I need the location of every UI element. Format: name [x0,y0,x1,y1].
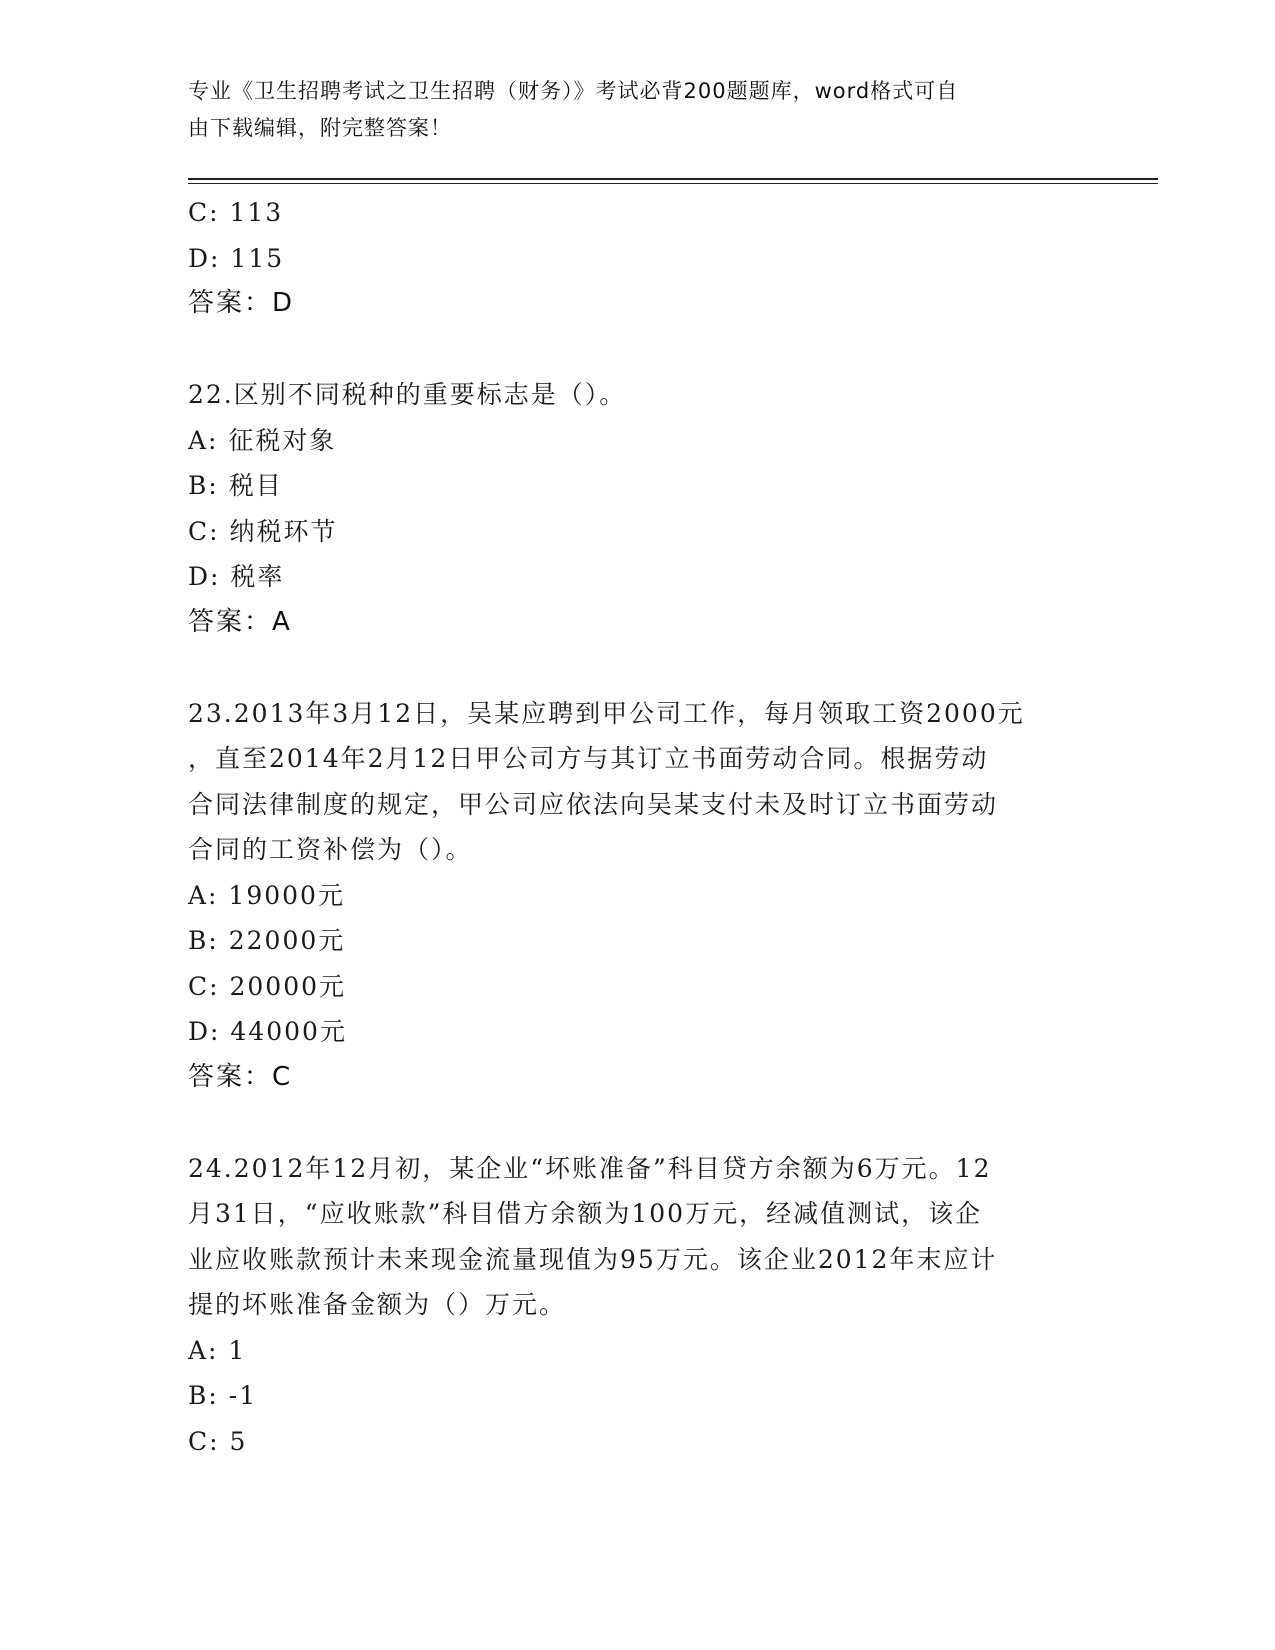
header-title-line-1: 专业《卫生招聘考试之卫生招聘（财务）》考试必背200题题库，word格式可自 [188,79,959,103]
prev-answer: 答案：D [188,288,295,318]
header-title-line-2: 由下载编辑，附完整答案！ [188,116,452,140]
prev-option-c: C: 113 [188,198,284,227]
q22-option-d: D: 税率 [188,562,285,591]
q23-stem-line-1: 23.2013年3月12日，吴某应聘到甲公司工作，每月领取工资2000元 [188,698,1025,728]
q23-stem-line-3: 合同法律制度的规定，甲公司应依法向吴某支付未及时订立书面劳动 [188,789,999,819]
q24-stem-line-2: 月31日，“应收账款”科目借方余额为100万元，经减值测试，该企 [188,1199,983,1228]
question-list [188,190,1088,1464]
q24-stem-line-1: 24.2012年12月初，某企业“坏账准备”科目贷方余额为6万元。12 [188,1153,992,1183]
q23-stem-line-4: 合同的工资补偿为（）。 [188,835,473,864]
q24-stem-line-3: 业应收账款预计未来现金流量现值为95万元。该企业2012年末应计 [188,1244,998,1274]
q24-stem-line-4: 提的坏账准备金额为（）万元。 [188,1290,567,1319]
q23-option-b: B: 22000元 [188,926,346,955]
prev-option-d: D: 115 [188,243,285,273]
q24-option-b: B: -1 [188,1381,258,1410]
q23-option-d: D: 44000元 [188,1017,347,1046]
q22-answer: 答案：A [188,606,292,637]
q22-option-b: B: 税目 [188,471,283,500]
q24-option-a: A: 1 [188,1335,247,1365]
spacer [188,327,1088,373]
spacer [188,645,1088,691]
q22-option-c: C: 纳税环节 [188,516,338,546]
q22-option-a: A: 征税对象 [188,425,337,455]
q23-stem-line-2: ，直至2014年2月12日甲公司方与其订立书面劳动合同。根据劳动 [188,744,989,773]
header-divider-thick [188,178,1158,180]
header-divider-thin [188,183,1158,184]
q24-option-c: C: 5 [188,1426,248,1456]
spacer [188,1100,1088,1146]
q23-option-a: A: 19000元 [188,880,345,910]
document-header [188,73,1088,147]
q22-stem: 22.区别不同税种的重要标志是（）。 [188,380,627,409]
q23-answer: 答案：C [188,1061,293,1092]
q23-option-c: C: 20000元 [188,971,347,1001]
